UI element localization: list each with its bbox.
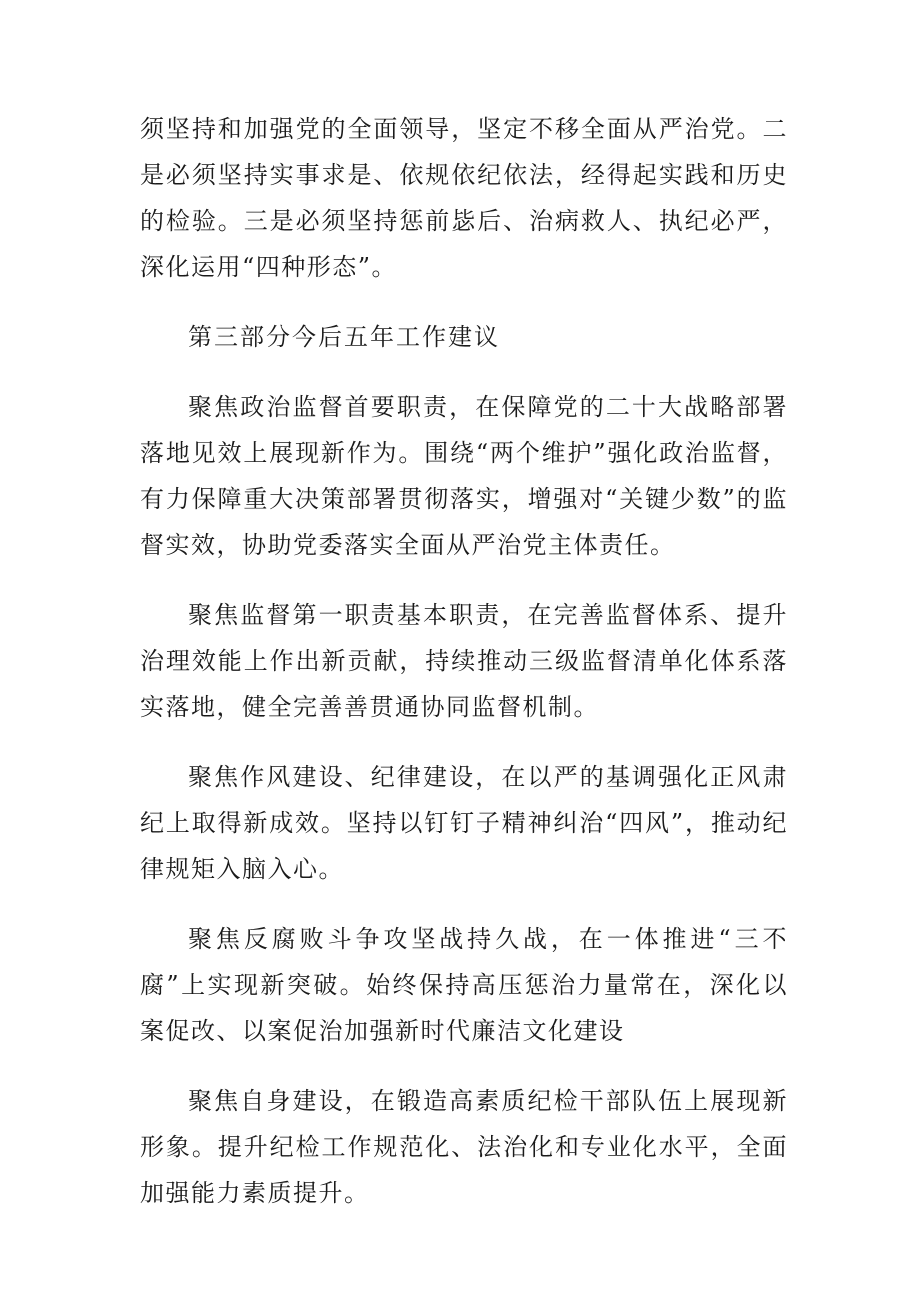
paragraph-self-construction: 聚焦自身建设，在锻造高素质纪检干部队伍上展现新形象。提升纪检工作规范化、法治化和专业化水平，全面加强能力素质提升。: [140, 1087, 788, 1207]
paragraph-continuation: 须坚持和加强党的全面领导，坚定不移全面从严治党。二是必须坚持实事求是、依规依纪依法，经得起实践和历史的检验。三是必须坚持惩前毖后、治病救人、执纪必严，深化运用“四种形态”。: [140, 115, 788, 281]
paragraph-style-discipline: 聚焦作风建设、纪律建设，在以严的基调强化正风肃纪上取得新成效。坚持以钉钉子精神纠治“四风”，推动纪律规矩入脑入心。: [140, 763, 788, 883]
paragraph-political-supervision: 聚焦政治监督首要职责，在保障党的二十大战略部署落地见效上展现新作为。围绕“两个维护”强化政治监督，有力保障重大决策部署贯彻落实，增强对“关键少数”的监督实效，协助党委落实全面从严治党主体责任。: [140, 393, 788, 559]
paragraph-anti-corruption: 聚焦反腐败斗争攻坚战持久战，在一体推进“三不腐”上实现新突破。始终保持高压惩治力量常在，深化以案促改、以案促治加强新时代廉洁文化建设: [140, 925, 788, 1045]
document-body: [140, 106, 788, 1240]
paragraph-supervision-duty: 聚焦监督第一职责基本职责，在完善监督体系、提升治理效能上作出新贡献，持续推动三级监督清单化体系落实落地，健全完善善贯通协同监督机制。: [140, 601, 788, 721]
section-heading: 第三部分今后五年工作建议: [188, 323, 500, 351]
